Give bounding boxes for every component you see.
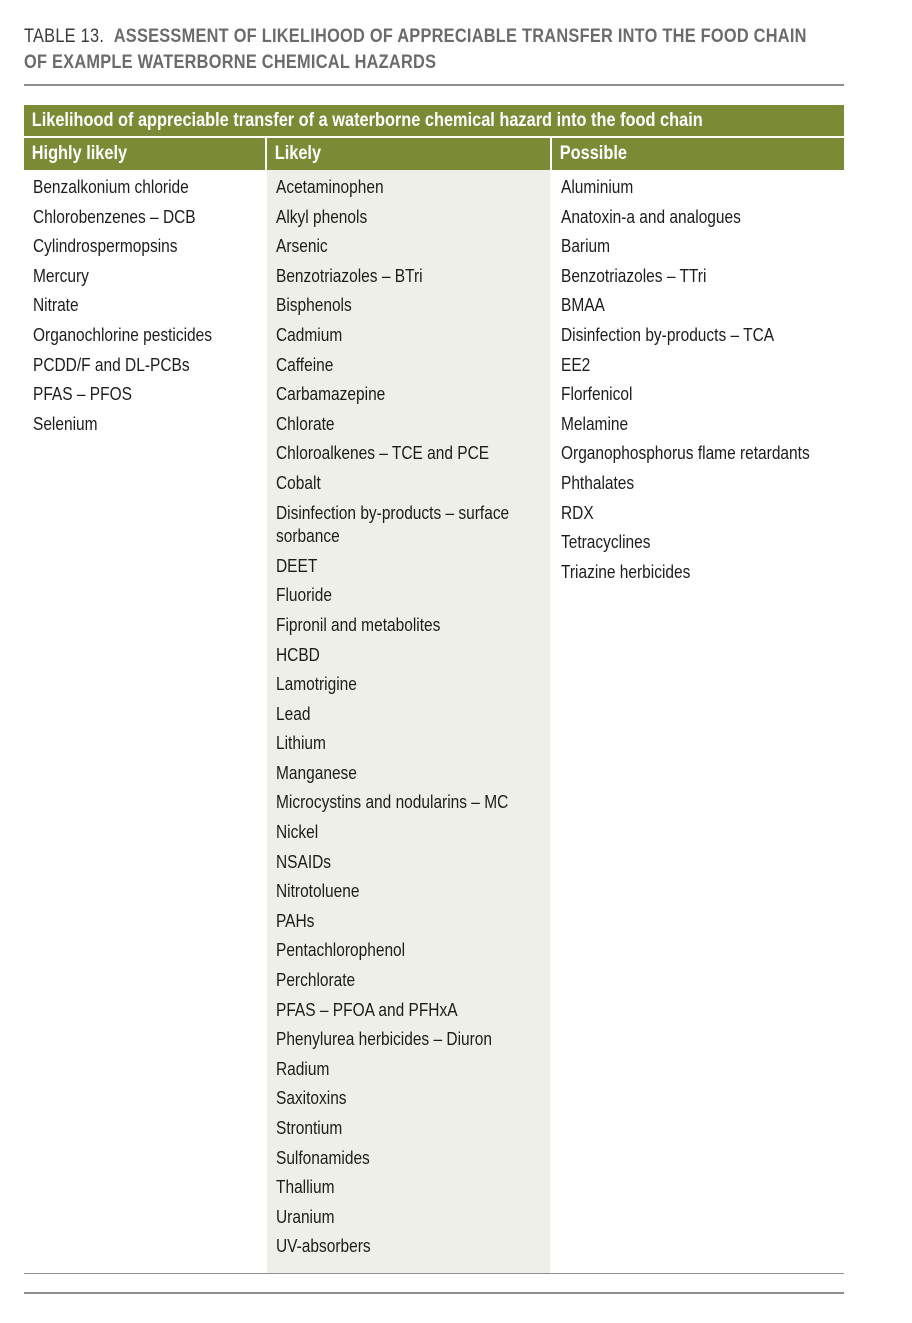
band-title: Likelihood of appreciable transfer of a waterborne chemical hazard into the food chain (31, 110, 703, 131)
list-item: Acetaminophen (276, 177, 384, 197)
list-item: Selenium (33, 413, 98, 434)
list-item: Nitrotoluene (276, 881, 360, 902)
list-item: Strontium (276, 1118, 343, 1138)
list-item: Cylindrospermopsins (33, 236, 178, 257)
list-item: PCDD/F and DL-PCBs (33, 354, 190, 375)
list-item: Uranium (276, 1206, 335, 1227)
list-item: BMAA (561, 295, 605, 316)
list-item: Caffeine (276, 354, 334, 375)
list-item: EE2 (561, 354, 591, 375)
list-item: Melamine (561, 413, 629, 434)
list-item: Chlorobenzenes – DCB (33, 206, 196, 227)
list-item: Nickel (276, 822, 319, 843)
column-header-likely: Likely (267, 138, 550, 170)
list-item: Phthalates (561, 472, 635, 493)
list-item: Organochlorine pesticides (33, 324, 212, 345)
column-header-possible: Possible (552, 138, 844, 170)
list-item: PFAS – PFOA and PFHxA (276, 999, 458, 1020)
list-item: Arsenic (276, 236, 328, 257)
page-bottom-rule (24, 1292, 844, 1294)
list-item: PFAS – PFOS (33, 384, 132, 405)
list-item: Anatoxin-a and analogues (561, 206, 741, 227)
list-item: Fluoride (276, 585, 332, 606)
list-item: Lamotrigine (276, 674, 357, 695)
list-item: Benzotriazoles – BTri (276, 265, 423, 286)
table-title-line2: OF EXAMPLE WATERBORNE CHEMICAL HAZARDS (24, 52, 437, 73)
list-item: Fipronil and metabolites (276, 614, 441, 635)
table-band-header (24, 105, 844, 136)
list-item: Chlorate (276, 413, 335, 434)
list-item: Triazine herbicides (561, 561, 691, 582)
list-item: Disinfection by-products – TCA (561, 324, 775, 345)
list-item: Aluminium (561, 177, 634, 197)
list-item: Alkyl phenols (276, 206, 368, 227)
list-item: Perchlorate (276, 970, 356, 991)
list-item: Disinfection by-products – surface sorbance (276, 502, 510, 547)
list-item: Organophosphorus flame retardants (561, 443, 810, 464)
list-item: Microcystins and nodularins – MC (276, 792, 509, 813)
list-item: Manganese (276, 762, 357, 783)
bottom-rule (24, 1273, 844, 1274)
list-item: DEET (276, 555, 318, 576)
list-item: Chloroalkenes – TCE and PCE (276, 443, 490, 464)
column-likely (267, 170, 550, 1273)
table-title-line1: ASSESSMENT OF LIKELIHOOD OF APPRECIABLE TRANSFER INTO THE FOOD CHAIN (113, 26, 807, 47)
list-item: Pentachlorophenol (276, 940, 406, 961)
list-item: Nitrate (33, 295, 79, 316)
list-item: Tetracyclines (561, 532, 651, 553)
table-number: TABLE 13. (24, 26, 105, 47)
list-item: Cadmium (276, 324, 343, 345)
list-item: Lithium (276, 733, 326, 754)
list-item: PAHs (276, 910, 315, 931)
list-item: Benzotriazoles – TTri (561, 265, 707, 286)
list-item: Saxitoxins (276, 1088, 347, 1109)
list-item: HCBD (276, 644, 320, 665)
list-item: Lead (276, 703, 311, 724)
list-item: Bisphenols (276, 295, 352, 316)
column-highly-likely (24, 170, 265, 436)
list-item: Mercury (33, 265, 89, 286)
list-item: UV-absorbers (276, 1236, 371, 1257)
list-item: Phenylurea herbicides – Diuron (276, 1029, 492, 1050)
likelihood-table (24, 105, 844, 1273)
column-header-highly-likely: Highly likely (24, 138, 265, 170)
table-caption (24, 24, 844, 76)
top-rule (24, 84, 844, 86)
list-item: Barium (561, 236, 611, 257)
list-item: NSAIDs (276, 851, 332, 872)
list-item: Benzalkonium chloride (33, 177, 189, 197)
column-possible (552, 170, 844, 584)
list-item: RDX (561, 502, 594, 523)
list-item: Florfenicol (561, 384, 633, 405)
list-item: Cobalt (276, 472, 321, 493)
list-item: Carbamazepine (276, 384, 386, 405)
list-item: Sulfonamides (276, 1147, 370, 1168)
list-item: Radium (276, 1058, 330, 1079)
list-item: Thallium (276, 1177, 335, 1198)
